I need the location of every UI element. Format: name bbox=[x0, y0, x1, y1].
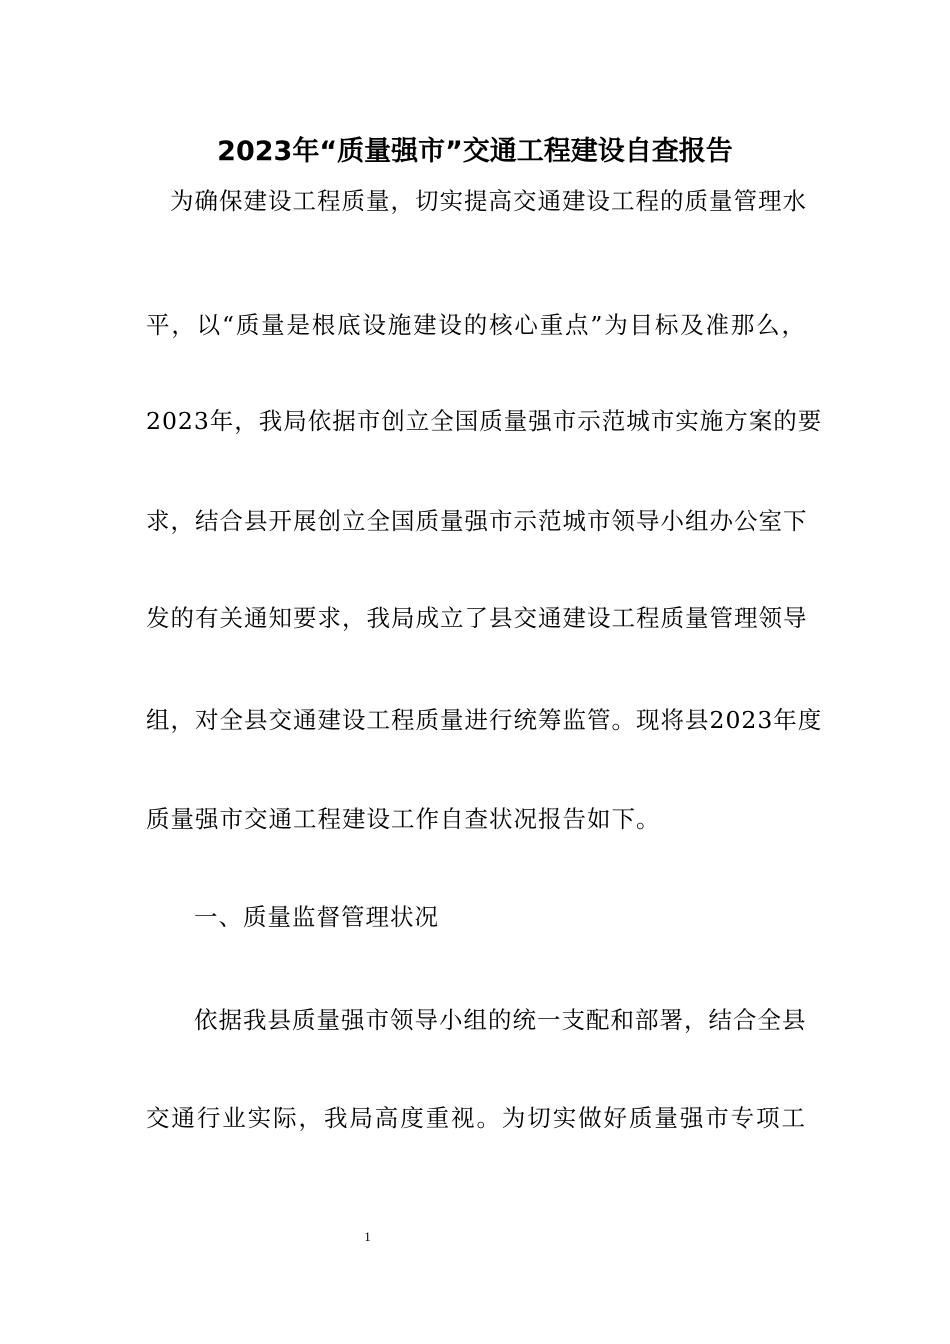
paragraph-line: 依据我县质量强市领导小组的统一支配和部署，结合全县 bbox=[194, 1006, 807, 1034]
paragraph-line: 2023年，我局依据市创立全国质量强市示范城市实施方案的要 bbox=[146, 407, 823, 435]
paragraph-line: 求，结合县开展创立全国质量强市示范城市领导小组办公室下 bbox=[146, 507, 808, 535]
paragraph-line: 组，对全县交通建设工程质量进行统筹监管。现将县2023年度 bbox=[146, 706, 823, 734]
document-title: 2023年“质量强市”交通工程建设自查报告 bbox=[217, 136, 733, 167]
section-heading: 一、质量监督管理状况 bbox=[194, 903, 439, 931]
paragraph-line: 交通行业实际，我局高度重视。为切实做好质量强市专项工 bbox=[146, 1104, 806, 1132]
paragraph-line: 发的有关通知要求，我局成立了县交通建设工程质量管理领导 bbox=[146, 604, 808, 632]
paragraph-line: 质量强市交通工程建设工作自查状况报告如下。 bbox=[146, 805, 661, 833]
paragraph-line: 为确保建设工程质量，切实提高交通建设工程的质量管理水 bbox=[170, 187, 807, 215]
paragraph-line: 平，以“质量是根底设施建设的核心重点”为目标及准那么， bbox=[146, 311, 806, 339]
page-number: 1 bbox=[364, 1229, 371, 1244]
